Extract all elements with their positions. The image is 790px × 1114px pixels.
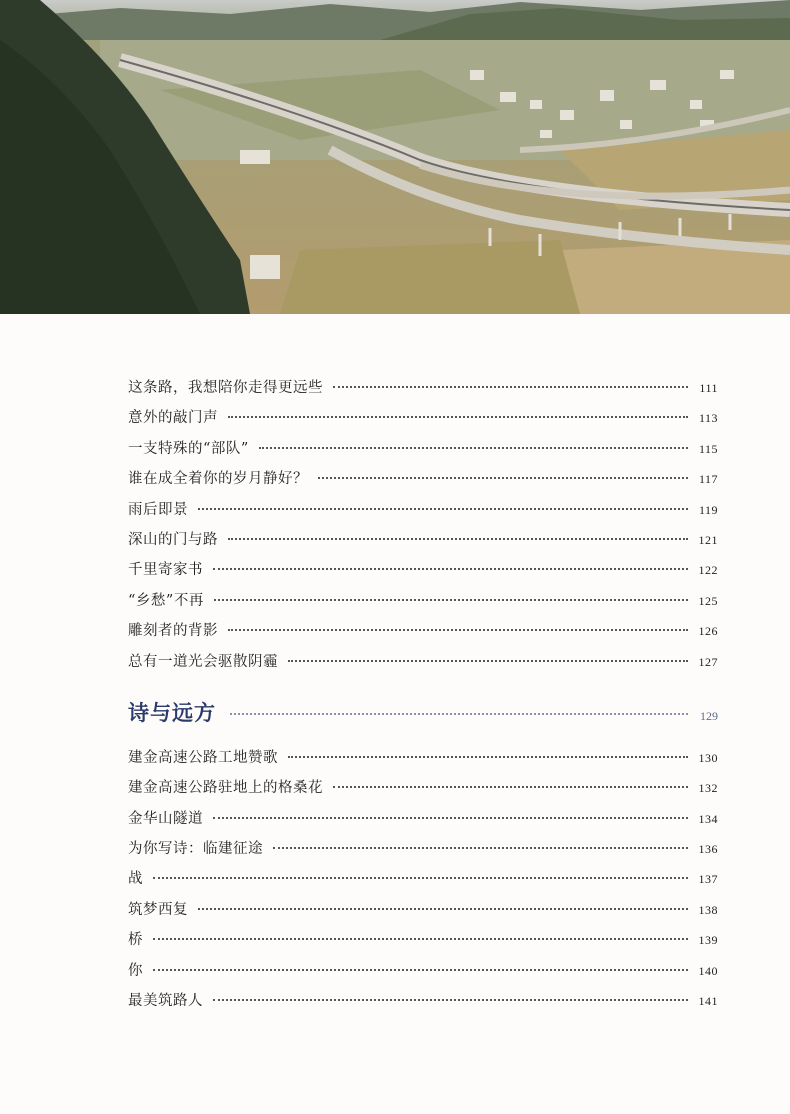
entry-page: 136 bbox=[698, 842, 718, 857]
entry-page: 132 bbox=[698, 781, 718, 796]
toc-entry[interactable] bbox=[128, 898, 718, 928]
toc-entry[interactable] bbox=[128, 989, 718, 1019]
entry-page: 113 bbox=[698, 411, 718, 426]
entry-title: 金华山隧道 bbox=[128, 810, 203, 827]
entry-title: 为你写诗：临建征途 bbox=[128, 841, 263, 858]
entry-title: 意外的敲门声 bbox=[128, 410, 218, 427]
toc-entry[interactable] bbox=[128, 959, 718, 989]
entry-page: 117 bbox=[698, 472, 718, 487]
dot-leader bbox=[213, 568, 688, 570]
entry-title: 你 bbox=[128, 962, 143, 979]
dot-leader bbox=[228, 416, 688, 418]
entry-title: 雨后即景 bbox=[128, 501, 188, 518]
section-page: 129 bbox=[700, 708, 718, 723]
dot-leader bbox=[288, 756, 688, 758]
dot-leader bbox=[213, 817, 688, 819]
dot-leader bbox=[228, 629, 688, 631]
dot-leader bbox=[333, 386, 688, 388]
highway-landscape-image bbox=[0, 0, 790, 314]
dot-leader bbox=[153, 969, 688, 971]
entry-title: 桥 bbox=[128, 932, 143, 949]
dot-leader bbox=[153, 938, 688, 940]
entry-page: 122 bbox=[698, 563, 718, 578]
toc-entry[interactable] bbox=[128, 776, 718, 806]
entry-page: 140 bbox=[698, 963, 718, 978]
toc-group-2 bbox=[128, 746, 718, 1020]
toc-entry[interactable] bbox=[128, 406, 718, 436]
entry-page: 111 bbox=[699, 381, 718, 395]
toc-entry[interactable] bbox=[128, 650, 718, 680]
section-heading[interactable] bbox=[128, 697, 718, 737]
toc-group-1 bbox=[128, 376, 718, 680]
dot-leader bbox=[259, 447, 688, 449]
entry-title: 筑梦西复 bbox=[128, 901, 188, 918]
entry-title: 战 bbox=[128, 871, 143, 888]
section-title: 诗与远方 bbox=[128, 699, 216, 725]
entry-title: 建金高速公路驻地上的格桑花 bbox=[128, 780, 323, 797]
toc-entry[interactable] bbox=[128, 837, 718, 867]
dot-leader bbox=[198, 508, 688, 510]
entry-page: 121 bbox=[698, 532, 718, 547]
entry-page: 138 bbox=[698, 902, 718, 917]
dot-leader bbox=[153, 877, 688, 879]
entry-title: 建金高速公路工地赞歌 bbox=[128, 749, 278, 766]
entry-page: 134 bbox=[698, 811, 718, 826]
entry-page: 125 bbox=[698, 593, 718, 608]
toc-entry[interactable] bbox=[128, 376, 718, 406]
dot-leader bbox=[318, 477, 688, 479]
toc-entry[interactable] bbox=[128, 619, 718, 649]
entry-title: 一支特殊的“部队” bbox=[128, 440, 249, 457]
header-photo-highway bbox=[0, 0, 790, 314]
entry-title: 深山的门与路 bbox=[128, 531, 218, 548]
toc-entry[interactable] bbox=[128, 558, 718, 588]
dot-leader bbox=[273, 847, 688, 849]
entry-page: 130 bbox=[698, 750, 718, 765]
entry-page: 137 bbox=[698, 872, 718, 887]
dot-leader bbox=[214, 599, 688, 601]
toc-entry[interactable] bbox=[128, 437, 718, 467]
entry-title: 这条路，我想陪你走得更远些 bbox=[128, 380, 323, 396]
entry-page: 127 bbox=[698, 654, 718, 669]
table-of-contents bbox=[128, 376, 718, 1019]
dot-leader bbox=[230, 713, 688, 715]
toc-entry[interactable] bbox=[128, 528, 718, 558]
entry-title: 总有一道光会驱散阴霾 bbox=[128, 653, 278, 670]
entry-title: 最美筑路人 bbox=[128, 993, 203, 1010]
entry-title: “乡愁”不再 bbox=[128, 592, 204, 609]
entry-page: 141 bbox=[698, 994, 718, 1009]
toc-entry[interactable] bbox=[128, 867, 718, 897]
entry-title: 谁在成全着你的岁月静好？ bbox=[128, 471, 308, 488]
entry-page: 126 bbox=[698, 624, 718, 639]
toc-entry[interactable] bbox=[128, 928, 718, 958]
dot-leader bbox=[198, 908, 688, 910]
entry-page: 115 bbox=[698, 441, 718, 456]
toc-entry[interactable] bbox=[128, 467, 718, 497]
entry-page: 139 bbox=[698, 933, 718, 948]
toc-entry[interactable] bbox=[128, 589, 718, 619]
dot-leader bbox=[228, 538, 688, 540]
dot-leader bbox=[288, 660, 688, 662]
dot-leader bbox=[333, 786, 688, 788]
toc-entry[interactable] bbox=[128, 746, 718, 776]
entry-title: 雕刻者的背影 bbox=[128, 623, 218, 640]
entry-title: 千里寄家书 bbox=[128, 562, 203, 579]
dot-leader bbox=[213, 999, 688, 1001]
toc-entry[interactable] bbox=[128, 807, 718, 837]
entry-page: 119 bbox=[698, 502, 718, 517]
toc-entry[interactable] bbox=[128, 498, 718, 528]
